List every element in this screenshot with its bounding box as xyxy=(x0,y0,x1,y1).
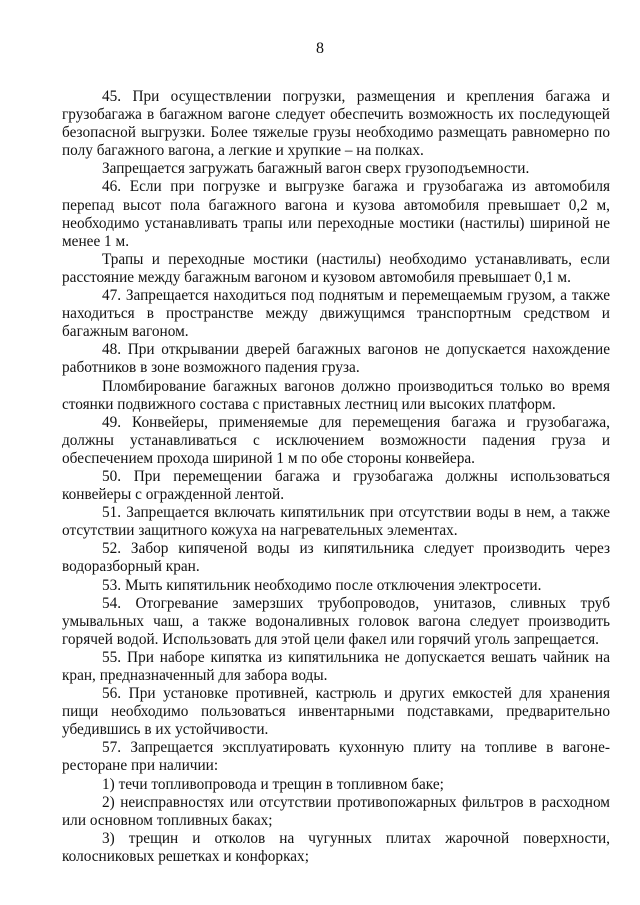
paragraph: 50. При перемещении багажа и грузобагажа должны использоваться конвейеры с огражденной лентой. xyxy=(62,467,610,504)
paragraph: 53. Мыть кипятильник необходимо после отключения электросети. xyxy=(102,576,542,594)
page-number: 8 xyxy=(316,40,324,57)
paragraph: 49. Конвейеры, применяемые для перемещения багажа и грузобагажа, должны устанавливаться с исключением возможности падения груза и обеспечением прохода шириной 1 м по обе стороны конвейера. xyxy=(62,413,610,467)
paragraph: 54. Отогревание замерзших трубопроводов, унитазов, сливных труб умывальных чаш, а также водоналивных головок вагона следует производить горячей водой. Использовать для этой цели факел или горячий уголь запрещается. xyxy=(62,594,610,648)
paragraph: 52. Забор кипяченой воды из кипятильника следует производить через водоразборный кран. xyxy=(62,540,610,576)
paragraph: 48. При открывании дверей багажных вагонов не допускается нахождение работников в зоне возможного падения груза. xyxy=(62,341,610,377)
paragraph: 55. При наборе кипятка из кипятильника не допускается вешать чайник на кран, предназначенный для забора воды. xyxy=(62,648,610,684)
list-item: 2) неисправностях или отсутствии противопожарных фильтров в расходном или основном топливных баках; xyxy=(62,793,610,829)
document-body xyxy=(62,88,610,866)
paragraph: 51. Запрещается включать кипятильник при отсутствии воды в нем, а также отсутствии защитного кожуха на нагревательных элементах. xyxy=(62,504,610,540)
paragraph: 47. Запрещается находиться под поднятым и перемещаемым грузом, а также находиться в пространстве между движущимся транспортным средством и багажным вагоном. xyxy=(62,287,610,341)
paragraph: 45. При осуществлении погрузки, размещения и крепления багажа и грузобагажа в багажном вагоне следует обеспечить возможность их последующей безопасной выгрузки. Более тяжелые грузы необходимо размещать равномерно по полу багажного вагона, а легкие и хрупкие – на полках. xyxy=(62,88,610,160)
paragraph: 57. Запрещается эксплуатировать кухонную плиту на топливе в вагоне-ресторане при наличии: xyxy=(62,739,610,775)
paragraph: 46. Если при погрузке и выгрузке багажа и грузобагажа из автомобиля перепад высот пола багажного вагона и кузова автомобиля превышает 0,2 м, необходимо устанавливать трапы или переходные мостики (настилы) шириной не менее 1 м. xyxy=(62,178,610,250)
paragraph: Запрещается загружать багажный вагон сверх грузоподъемности. xyxy=(102,160,530,178)
list-item: 3) трещин и отколов на чугунных плитах жарочной поверхности, колосниковых решетках и конфорках; xyxy=(62,829,610,865)
paragraph: 56. При установке противней, кастрюль и других емкостей для хранения пищи необходимо пользоваться инвентарными подставками, предварительно убедившись в их устойчивости. xyxy=(62,685,610,739)
paragraph: Трапы и переходные мостики (настилы) необходимо устанавливать, если расстояние между багажным вагоном и кузовом автомобиля превышает 0,1 м. xyxy=(62,250,610,286)
paragraph: Пломбирование багажных вагонов должно производиться только во время стоянки подвижного состава с приставных лестниц или высоких платформ. xyxy=(62,377,610,413)
list-item: 1) течи топливопровода и трещин в топливном баке; xyxy=(102,775,444,793)
